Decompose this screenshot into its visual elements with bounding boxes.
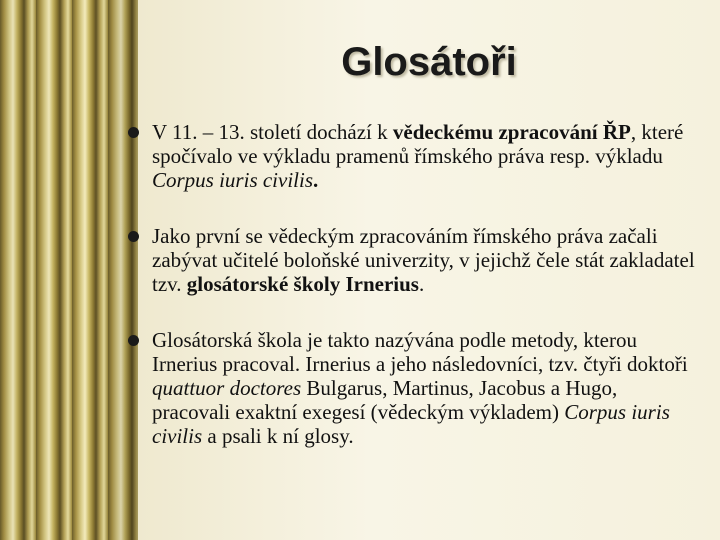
- text-segment: a psali k ní glosy.: [202, 424, 354, 448]
- text-segment: V 11. – 13. století dochází k: [152, 120, 393, 144]
- slide-title: Glosátoři: [341, 40, 517, 84]
- bullet-text: [152, 120, 683, 192]
- text-segment-bold: vědeckému zpracování ŘP: [392, 120, 631, 144]
- bullet-dot-icon: [128, 127, 139, 138]
- text-segment: Bulgarus, Martinus, Jacobus a Hugo, pracovali exaktní exegesí (vědeckým výkladem): [152, 376, 618, 424]
- text-segment-italic: quattuor doctores: [152, 376, 302, 400]
- text-segment-bold: glosátorské školy Irnerius: [186, 272, 419, 296]
- bullet-item: [128, 120, 698, 192]
- bullet-list: [128, 120, 698, 448]
- bullet-text: [152, 224, 695, 296]
- text-segment: Jako první se vědeckým zpracováním římského práva začali zabývat učitelé boloňské univerzity, v jejichž čele stát zakladatel tzv.: [152, 224, 695, 296]
- decorative-gold-border: [0, 0, 138, 540]
- text-segment: Glosátorská škola je takto nazývána podle metody, kterou Irnerius pracoval. Irnerius a jeho následovníci, tzv. čtyři doktoři: [152, 328, 688, 376]
- text-segment-italic: Corpus iuris civilis: [152, 168, 314, 192]
- bullet-text: [152, 328, 688, 448]
- bullet-item: [128, 224, 698, 296]
- text-segment: .: [418, 272, 425, 296]
- bullet-dot-icon: [128, 231, 139, 242]
- text-segment: , které spočívalo ve výkladu pramenů římského práva resp. výkladu: [152, 120, 684, 168]
- bullet-dot-icon: [128, 335, 139, 346]
- text-segment-italic: Corpus iuris civilis: [152, 400, 670, 448]
- text-segment-bold: .: [313, 168, 319, 192]
- bullet-item: [128, 328, 698, 448]
